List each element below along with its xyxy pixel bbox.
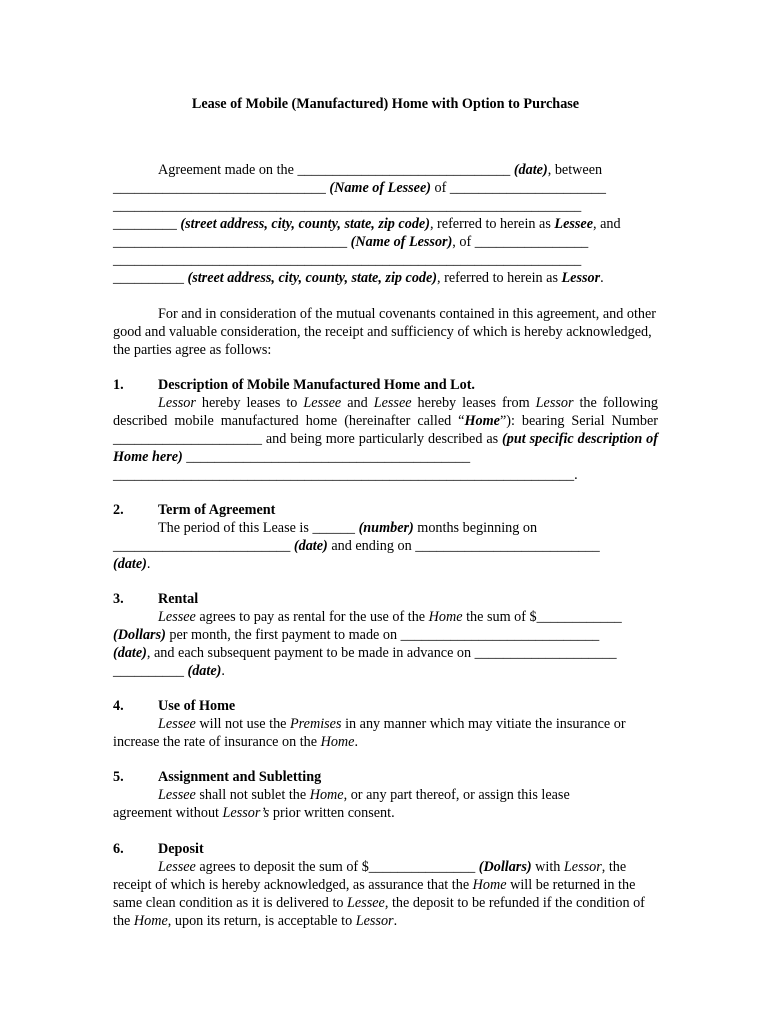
section-3-line-4: __________ (date).	[113, 663, 225, 679]
section-2-line-3: (date).	[113, 556, 151, 572]
section-4-body: Lessee will not use the Premises in any manner which may vitiate the insurance or increase the rate of insurance on the Home.	[113, 716, 626, 750]
section-2-line-2: _________________________ (date) and ending on __________________________	[113, 538, 600, 554]
intro-line-5: _________________________________ (Name of Lessor), of ________________	[113, 234, 589, 250]
section-5-body: Lessee shall not sublet the Home, or any part thereof, or assign this lease agreement without Lessor’s prior written consent.	[113, 787, 570, 821]
section-2	[113, 501, 658, 573]
section-5-heading: 5. Assignment and Subletting	[113, 769, 322, 785]
section-6-body: Lessee agrees to deposit the sum of $_______________ (Dollars) with Lessor, the receipt of which is hereby acknowledged, as assurance that the Home will be returned in the same clean condition as it is delivered to Lessee, the deposit to be refunded if the condition of the Home, upon its return, is acceptable to Lessor.	[113, 859, 645, 929]
section-2-heading: 2. Term of Agreement	[113, 502, 276, 518]
section-6-heading: 6. Deposit	[113, 841, 204, 857]
section-3-line-2: (Dollars) per month, the first payment to made on ____________________________	[113, 627, 600, 643]
section-1-body: Lessor hereby leases to Lessee and Lessee hereby leases from Lessor the following described mobile manufactured home (hereinafter called “Home”): bearing Serial Number _____________________ and being more particularly described as (put specific description of Home here) ________________________________________	[113, 395, 658, 465]
section-3	[113, 590, 658, 680]
intro-line-2: ______________________________ (Name of Lessee) of ______________________	[113, 180, 606, 196]
consideration-paragraph: For and in consideration of the mutual covenants contained in this agreement, and other good and valuable consideration, the receipt and sufficiency of which is hereby acknowledged, the parties agree as follows:	[113, 306, 656, 358]
section-2-line-1: The period of this Lease is ______ (number) months beginning on	[158, 520, 538, 536]
section-1-heading: 1. Description of Mobile Manufactured Home and Lot.	[113, 377, 475, 393]
intro-line-6: __________________________________________________________________	[113, 252, 582, 268]
section-1-blank-line: _________________________________________________________________.	[113, 467, 578, 483]
section-3-line-3: (date), and each subsequent payment to be made in advance on ____________________	[113, 645, 617, 661]
intro-line-3: __________________________________________________________________	[113, 198, 582, 214]
section-5	[113, 768, 658, 822]
section-4-heading: 4. Use of Home	[113, 698, 236, 714]
intro-line-7: __________ (street address, city, county, state, zip code), referred to herein as Lessor.	[113, 270, 604, 286]
section-3-line-1: Lessee agrees to pay as rental for the use of the Home the sum of $____________	[158, 609, 622, 625]
document-title: Lease of Mobile (Manufactured) Home with Option to Purchase	[191, 96, 580, 112]
intro-line-1: Agreement made on the ______________________________ (date), between	[158, 162, 603, 178]
section-3-heading: 3. Rental	[113, 591, 199, 607]
section-4	[113, 697, 658, 751]
section-1	[113, 376, 658, 484]
intro-line-4: _________ (street address, city, county, state, zip code), referred to herein as Lessee, and	[113, 216, 621, 232]
section-6	[113, 840, 658, 930]
